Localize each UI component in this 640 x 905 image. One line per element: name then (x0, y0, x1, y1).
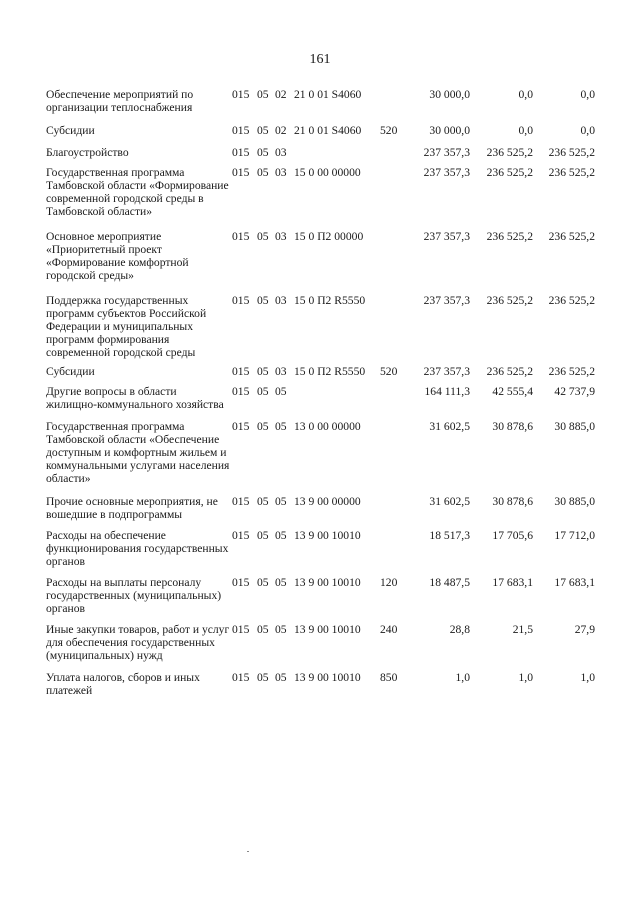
row-amount-year-2: 30 878,6 (492, 495, 533, 508)
row-ministry-code: 015 (232, 385, 250, 398)
row-section-code: 05 (257, 495, 269, 508)
row-subsection-code: 03 (275, 166, 287, 179)
table-row (46, 671, 616, 697)
row-target-article: 13 9 00 10010 (294, 576, 361, 589)
table-row (46, 124, 616, 137)
row-subsection-code: 03 (275, 146, 287, 159)
row-ministry-code: 015 (232, 88, 250, 101)
row-section-code: 05 (257, 146, 269, 159)
row-amount-year-1: 1,0 (455, 671, 470, 684)
row-amount-year-3: 236 525,2 (548, 294, 595, 307)
row-section-code: 05 (257, 671, 269, 684)
row-amount-year-2: 1,0 (518, 671, 533, 684)
row-amount-year-2: 236 525,2 (486, 365, 533, 378)
row-amount-year-3: 1,0 (580, 671, 595, 684)
row-subsection-code: 03 (275, 365, 287, 378)
table-row (46, 166, 616, 218)
table-row (46, 529, 616, 568)
row-ministry-code: 015 (232, 230, 250, 243)
row-subsection-code: 05 (275, 623, 287, 636)
table-row (46, 88, 616, 114)
row-amount-year-3: 0,0 (580, 124, 595, 137)
row-amount-year-2: 42 555,4 (492, 385, 533, 398)
row-subsection-code: 05 (275, 385, 287, 398)
row-expense-type: 240 (380, 623, 398, 636)
row-amount-year-1: 237 357,3 (423, 146, 470, 159)
row-target-article: 13 9 00 00000 (294, 495, 361, 508)
row-section-code: 05 (257, 88, 269, 101)
row-expense-type: 520 (380, 124, 398, 137)
row-amount-year-3: 27,9 (574, 623, 595, 636)
row-amount-year-2: 236 525,2 (486, 146, 533, 159)
row-amount-year-1: 237 357,3 (423, 166, 470, 179)
row-amount-year-3: 30 885,0 (554, 420, 595, 433)
row-name: Прочие основные мероприятия, не вошедшие в подпрограммы (46, 495, 218, 521)
row-name: Расходы на обеспечение функционирования государственных органов (46, 529, 229, 568)
row-expense-type: 850 (380, 671, 398, 684)
row-section-code: 05 (257, 230, 269, 243)
row-amount-year-3: 236 525,2 (548, 146, 595, 159)
row-subsection-code: 03 (275, 294, 287, 307)
row-subsection-code: 05 (275, 576, 287, 589)
row-target-article: 15 0 00 00000 (294, 166, 361, 179)
row-amount-year-3: 42 737,9 (554, 385, 595, 398)
page-number: 161 (309, 52, 331, 67)
row-target-article: 15 0 П2 R5550 (294, 294, 366, 307)
row-target-article: 13 0 00 00000 (294, 420, 361, 433)
row-section-code: 05 (257, 385, 269, 398)
row-target-article: 21 0 01 S4060 (294, 88, 362, 101)
row-section-code: 05 (257, 576, 269, 589)
row-target-article: 21 0 01 S4060 (294, 124, 362, 137)
table-row (46, 623, 616, 662)
row-amount-year-1: 30 000,0 (429, 88, 470, 101)
row-amount-year-2: 17 705,6 (492, 529, 533, 542)
row-expense-type: 120 (380, 576, 398, 589)
row-amount-year-3: 30 885,0 (554, 495, 595, 508)
row-name: Благоустройство (46, 146, 129, 159)
table-row (46, 385, 616, 411)
table-row (46, 495, 616, 521)
table-row (46, 576, 616, 615)
row-amount-year-2: 30 878,6 (492, 420, 533, 433)
row-section-code: 05 (257, 294, 269, 307)
row-target-article: 13 9 00 10010 (294, 623, 361, 636)
row-amount-year-2: 21,5 (512, 623, 533, 636)
row-amount-year-1: 164 111,3 (424, 385, 470, 398)
row-target-article: 13 9 00 10010 (294, 529, 361, 542)
row-name: Расходы на выплаты персоналу государственных (муниципальных) органов (46, 576, 222, 615)
table-row (46, 146, 616, 159)
row-name: Государственная программа Тамбовской области «Формирование современной городской среды в Тамбовской области» (46, 166, 229, 218)
row-ministry-code: 015 (232, 365, 250, 378)
row-subsection-code: 05 (275, 495, 287, 508)
row-name: Поддержка государственных программ субъектов Российской Федерации и муниципальных программ формирования современной городской среды (46, 294, 207, 359)
row-ministry-code: 015 (232, 671, 250, 684)
row-amount-year-1: 237 357,3 (423, 230, 470, 243)
row-subsection-code: 02 (275, 124, 287, 137)
row-name: Государственная программа Тамбовской области «Обеспечение доступным и комфортным жильем и коммунальными услугами населения области» (46, 420, 230, 485)
row-subsection-code: 05 (275, 420, 287, 433)
row-name: Основное мероприятие «Приоритетный проект «Формирование комфортной городской среды» (46, 230, 189, 282)
row-name: Субсидии (46, 124, 95, 137)
row-amount-year-2: 17 683,1 (492, 576, 533, 589)
row-subsection-code: 05 (275, 529, 287, 542)
row-ministry-code: 015 (232, 529, 250, 542)
row-target-article: 15 0 П2 00000 (294, 230, 364, 243)
row-amount-year-3: 0,0 (580, 88, 595, 101)
row-ministry-code: 015 (232, 294, 250, 307)
row-amount-year-3: 17 683,1 (554, 576, 595, 589)
row-amount-year-3: 236 525,2 (548, 365, 595, 378)
row-amount-year-1: 237 357,3 (423, 294, 470, 307)
row-section-code: 05 (257, 166, 269, 179)
row-section-code: 05 (257, 529, 269, 542)
row-name: Другие вопросы в области жилищно-коммунального хозяйства (46, 385, 224, 411)
row-amount-year-3: 236 525,2 (548, 166, 595, 179)
row-target-article: 15 0 П2 R5550 (294, 365, 366, 378)
row-subsection-code: 05 (275, 671, 287, 684)
row-ministry-code: 015 (232, 576, 250, 589)
row-section-code: 05 (257, 365, 269, 378)
row-amount-year-1: 31 602,5 (429, 495, 470, 508)
row-target-article: 13 9 00 10010 (294, 671, 361, 684)
row-amount-year-2: 0,0 (518, 88, 533, 101)
row-subsection-code: 02 (275, 88, 287, 101)
row-ministry-code: 015 (232, 420, 250, 433)
row-amount-year-3: 236 525,2 (548, 230, 595, 243)
table-row (46, 294, 616, 359)
row-ministry-code: 015 (232, 623, 250, 636)
row-ministry-code: 015 (232, 146, 250, 159)
row-amount-year-3: 17 712,0 (554, 529, 595, 542)
row-section-code: 05 (257, 124, 269, 137)
row-amount-year-1: 30 000,0 (429, 124, 470, 137)
row-name: Обеспечение мероприятий по организации теплоснабжения (46, 88, 194, 114)
row-amount-year-1: 28,8 (449, 623, 470, 636)
row-section-code: 05 (257, 420, 269, 433)
row-expense-type: 520 (380, 365, 398, 378)
budget-table (46, 88, 616, 705)
row-amount-year-1: 237 357,3 (423, 365, 470, 378)
table-row (46, 230, 616, 282)
row-amount-year-1: 31 602,5 (429, 420, 470, 433)
table-row (46, 420, 616, 485)
row-name: Уплата налогов, сборов и иных платежей (46, 671, 200, 697)
row-amount-year-2: 236 525,2 (486, 230, 533, 243)
row-ministry-code: 015 (232, 166, 250, 179)
table-row (46, 365, 616, 378)
row-ministry-code: 015 (232, 495, 250, 508)
row-amount-year-1: 18 517,3 (429, 529, 470, 542)
row-amount-year-2: 236 525,2 (486, 166, 533, 179)
row-name: Иные закупки товаров, работ и услуг для обеспечения государственных (муниципальных) нужд (46, 623, 230, 662)
row-section-code: 05 (257, 623, 269, 636)
row-amount-year-1: 18 487,5 (429, 576, 470, 589)
row-subsection-code: 03 (275, 230, 287, 243)
row-ministry-code: 015 (232, 124, 250, 137)
scan-speck (247, 851, 249, 852)
row-amount-year-2: 236 525,2 (486, 294, 533, 307)
row-name: Субсидии (46, 365, 95, 378)
row-amount-year-2: 0,0 (518, 124, 533, 137)
